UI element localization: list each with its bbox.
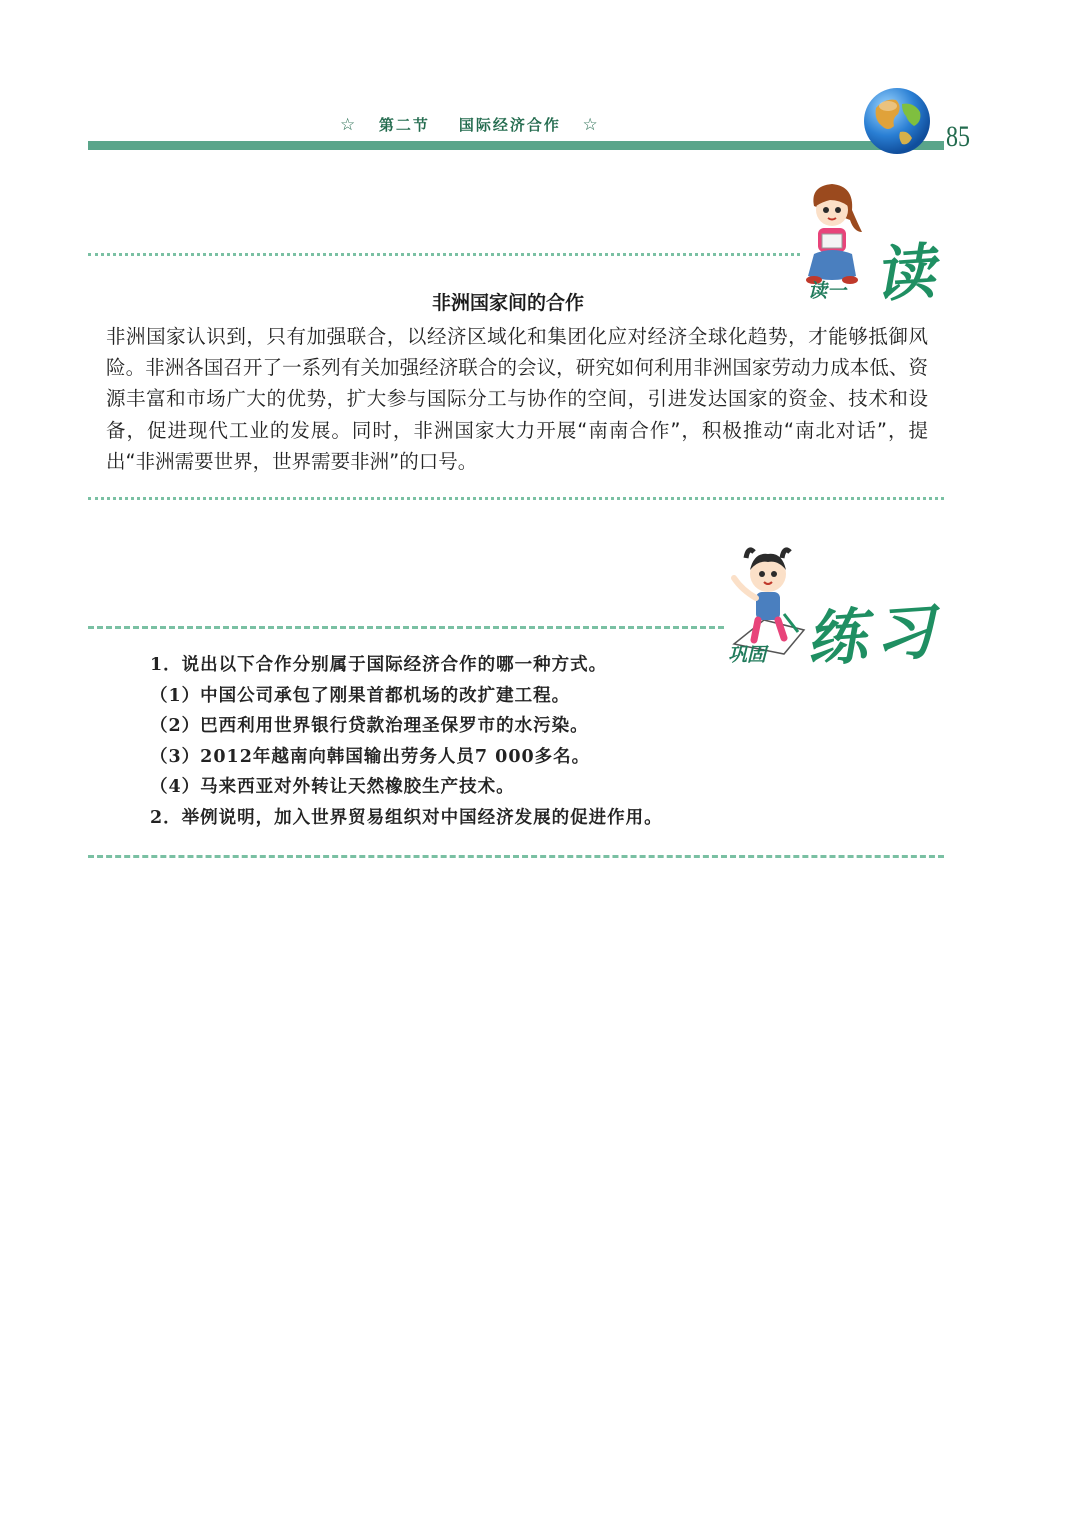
dotted-divider-top [88,253,800,256]
dotted-divider-bottom [88,497,944,500]
section-label: 第二节 [378,116,430,134]
exercise-item: （4）马来西亚对外转让天然橡胶生产技术。 [150,777,515,798]
reading-girl-icon [800,180,864,290]
exercise-item: （3）2012年越南向韩国输出劳务人员7 000多名。 [150,746,591,767]
exercise-item: 1．说出以下合作分别属于国际经济合作的哪一种方式。 [150,655,608,675]
exercise-item: （1）中国公司承包了刚果首都机场的改扩建工程。 [150,685,571,706]
header-rule [88,141,944,150]
dashed-divider-top [88,626,724,629]
page-number: 85 [946,120,970,153]
section-title: 国际经济合作 [458,116,561,134]
exercise-item: （2）巴西利用世界银行贷款治理圣保罗市的水污染。 [150,716,589,737]
globe-icon [862,86,932,156]
read-label-big: 读 [871,236,937,311]
dashed-divider-bottom [88,855,944,858]
article-title: 非洲国家间的合作 [431,292,584,314]
star-icon: ☆ [582,115,600,135]
exercise-list [150,650,850,834]
running-header [340,114,610,140]
exercise-item: 2．举例说明，加入世界贸易组织对中国经济发展的促进作用。 [150,807,663,828]
article-body: 非洲国家认识到，只有加强联合，以经济区域化和集团化应对经济全球化趋势，才能够抵御风险。非洲各国召开了一系列有关加强经济联合的会议，研究如何利用非洲国家劳动力成本低、资源丰富和市场广大的优势，扩大参与国际分工与协作的空间，引进发达国家的资金、技术和设备，促进现代工业的发展。同时，非洲国家大力开展“南南合作”，积极推动“南北对话”，提出“非洲需要世界，世界需要非洲”的口号。 [106,325,928,473]
read-label-small: 读一 [808,280,847,302]
practice-label-small: 巩固 [728,644,767,666]
practice-label-big: 练习 [804,596,945,676]
star-icon: ☆ [340,115,358,135]
